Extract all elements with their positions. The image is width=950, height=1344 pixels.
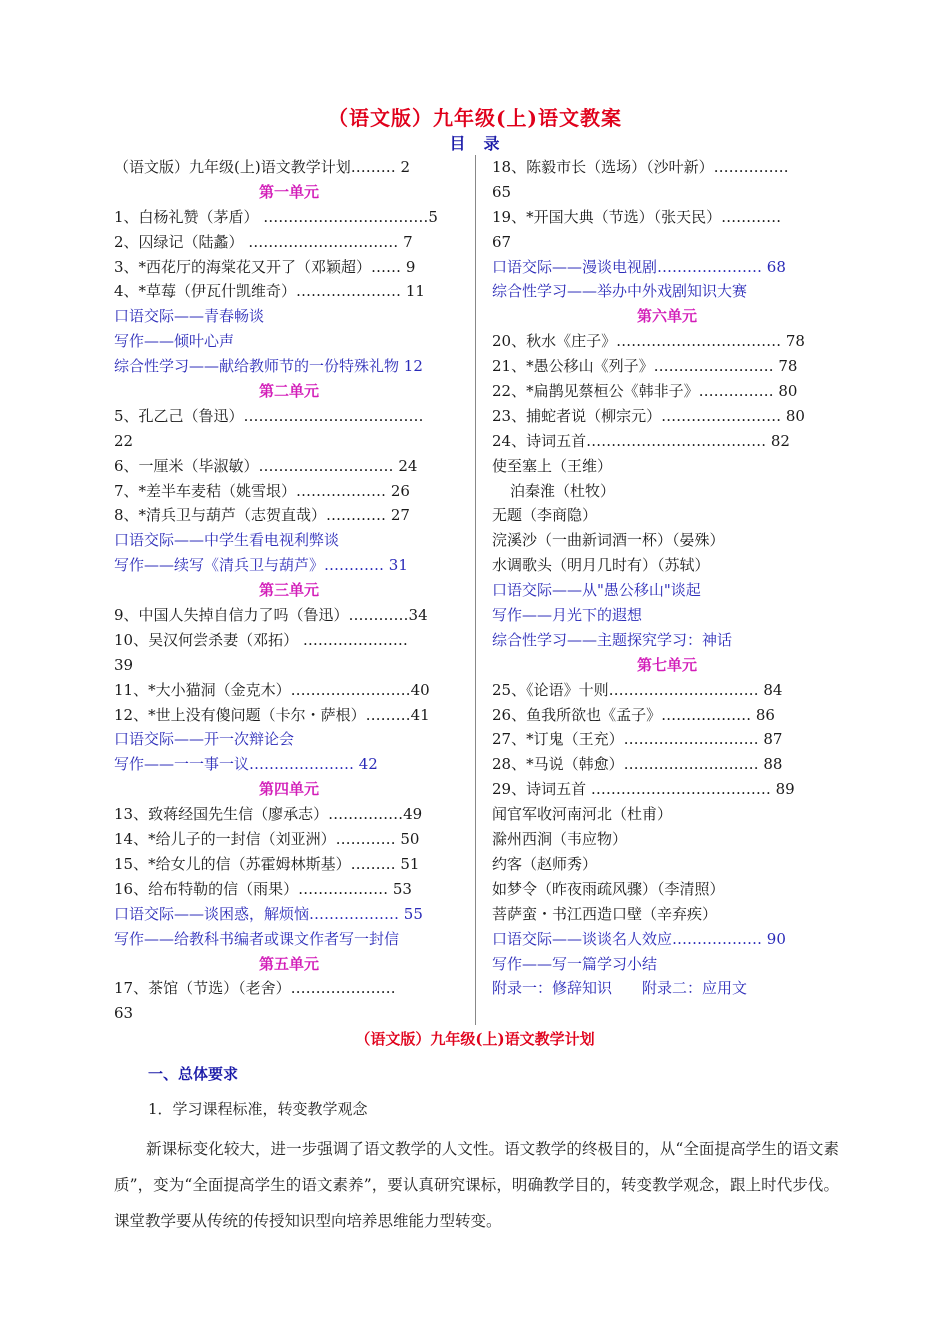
toc-entry: 综合性学习——举办中外戏剧知识大赛 xyxy=(492,282,748,301)
toc-entry: 约客（赵师秀） xyxy=(492,854,598,873)
toc-right-column xyxy=(492,155,842,1001)
toc-entry: 16、给布特勒的信（雨果）……………… 53 xyxy=(114,879,412,898)
toc-entry: 综合性学习——献给教师节的一份特殊礼物 12 xyxy=(114,357,423,376)
toc-entry: 23、捕蛇者说（柳宗元）…………………… 80 xyxy=(492,406,805,425)
toc-entry: 写作——月光下的遐想 xyxy=(492,606,643,625)
toc-entry: 8、*清兵卫与葫芦（志贺直哉）………… 27 xyxy=(114,506,410,525)
toc-entry: 65 xyxy=(492,182,512,201)
toc-entry: 4、*草莓（伊瓦什凯维奇）………………… 11 xyxy=(114,282,425,301)
toc-entry: 泊秦淮（杜牧） xyxy=(510,481,616,500)
toc-entry: 9、中国人失掉自信力了吗（鲁迅）…………34 xyxy=(114,606,428,625)
toc-unit-heading: 第四单元 xyxy=(258,780,319,799)
toc-entry: 11、*大小猫洞（金克木）……………………40 xyxy=(114,680,430,699)
toc-entry: 使至塞上（王维） xyxy=(492,456,613,475)
toc-unit-heading: 第六单元 xyxy=(636,307,697,326)
toc-entry: 菩萨蛮・书江西造口壁（辛弃疾） xyxy=(492,904,718,923)
toc-entry: 口语交际——青春畅谈 xyxy=(114,307,265,326)
sub-heading: 1．学习课程标准，转变教学观念 xyxy=(148,1100,368,1118)
toc-entry: 口语交际——从"愚公移山"谈起 xyxy=(492,581,701,600)
toc-entry: 写作——续写《清兵卫与葫芦》………… 31 xyxy=(114,556,408,575)
toc-entry: 21、*愚公移山《列子》…………………… 78 xyxy=(492,357,798,376)
toc-entry: 28、*马说（韩愈）……………………… 88 xyxy=(492,755,783,774)
toc-entry: 6、一厘米（毕淑敏）……………………… 24 xyxy=(114,456,418,475)
toc-entry: 22、*扁鹊见蔡桓公《韩非子》…………… 80 xyxy=(492,382,798,401)
toc-divider xyxy=(475,155,476,1025)
toc-left-column xyxy=(114,155,464,1026)
toc-heading: 目 录 xyxy=(449,134,501,153)
toc-entry: 浣溪沙（一曲新词酒一杯）（晏殊） xyxy=(492,531,725,550)
toc-entry: 无题（李商隐） xyxy=(492,506,598,525)
toc-unit-heading: 第三单元 xyxy=(258,581,319,600)
toc-entry: 13、致蒋经国先生信（廖承志）……………49 xyxy=(114,805,423,824)
toc-entry: 39 xyxy=(114,655,134,674)
toc-unit-heading: 第二单元 xyxy=(258,382,319,401)
toc-entry: （语文版）九年级(上)语文教学计划……… 2 xyxy=(114,158,411,176)
toc-entry: 水调歌头（明月几时有）（苏轼） xyxy=(492,556,710,575)
toc-entry: 1、白杨礼赞（茅盾） ……………………………5 xyxy=(114,207,438,226)
toc-entry: 29、诗词五首 ……………………………… 89 xyxy=(492,780,795,799)
toc-entry: 24、诗词五首……………………………… 82 xyxy=(492,431,790,450)
toc-entry: 5、孔乙己（鲁迅）……………………………… xyxy=(114,406,424,425)
document-title: （语文版）九年级(上)语文教案 xyxy=(328,106,622,130)
toc-entry: 63 xyxy=(114,1004,134,1023)
toc-entry: 22 xyxy=(114,431,134,450)
body-paragraph: 新课标变化较大，进一步强调了语文教学的人文性。语文教学的终极目的，从“全面提高学生的语文素质”，变为“全面提高学生的语文素养”，要认真研究课标，明确教学目的，转变教学观念，跟上时代步伐。课堂教学要从传统的传授知识型向培养思维能力型转变。 xyxy=(114,1140,839,1230)
toc-entry: 口语交际——开一次辩论会 xyxy=(114,730,295,749)
toc-entry: 滁州西涧（韦应物） xyxy=(492,830,628,849)
toc-entry: 7、*差半车麦秸（姚雪垠）……………… 26 xyxy=(114,481,410,500)
toc-entry: 口语交际——漫谈电视剧………………… 68 xyxy=(492,257,786,276)
toc-entry: 综合性学习——主题探究学习：神话 xyxy=(492,630,733,649)
toc-entry: 写作——给教科书编者或课文作者写一封信 xyxy=(114,929,400,948)
toc-unit-heading: 第五单元 xyxy=(258,954,319,973)
toc-entry: 25、《论语》十则………………………… 84 xyxy=(492,680,783,699)
toc-entry: 写作——倾叶心声 xyxy=(114,332,235,351)
toc-entry: 17、茶馆（节选）（老舍）………………… xyxy=(114,979,396,998)
toc-entry: 15、*给女儿的信（苏霍姆林斯基）……… 51 xyxy=(114,854,420,873)
toc-entry: 10、吴汉何尝杀妻（邓拓） ………………… xyxy=(114,630,408,649)
toc-unit-heading: 第七单元 xyxy=(636,655,697,674)
toc-entry: 18、陈毅市长（选场）（沙叶新）…………… xyxy=(492,158,789,176)
toc-entry: 27、*订鬼（王充）……………………… 87 xyxy=(492,730,783,749)
plan-title: （语文版）九年级(上)语文教学计划 xyxy=(355,1030,595,1048)
toc-entry: 14、*给儿子的一封信（刘亚洲）………… 50 xyxy=(114,830,420,849)
toc-entry: 20、秋水《庄子》…………………………… 78 xyxy=(492,332,805,351)
toc-entry: 26、鱼我所欲也《孟子》……………… 86 xyxy=(492,705,775,724)
toc-entry: 67 xyxy=(492,232,512,251)
toc-entry: 2、囚绿记（陆蠡） ………………………… 7 xyxy=(114,232,413,251)
toc-entry: 19、*开国大典（节选）（张天民）………… xyxy=(492,207,782,226)
toc-entry: 3、*西花厅的海棠花又开了（邓颖超）…… 9 xyxy=(114,257,416,276)
toc-entry: 写作——一一事一议………………… 42 xyxy=(114,755,378,774)
section-heading: 一、总体要求 xyxy=(148,1065,239,1083)
toc-entry: 口语交际——中学生看电视利弊谈 xyxy=(114,531,340,550)
toc-entry: 如梦令（昨夜雨疏风骤）（李清照） xyxy=(492,879,725,898)
toc-entry: 写作——写一篇学习小结 xyxy=(492,954,658,973)
toc-entry: 口语交际——谈谈名人效应……………… 90 xyxy=(492,929,786,948)
toc-entry: 闻官军收河南河北（杜甫） xyxy=(492,805,673,824)
toc-entry: 12、*世上没有傻问题（卡尔・萨根）………41 xyxy=(114,705,430,724)
toc-unit-heading: 第一单元 xyxy=(258,182,319,201)
toc-entry: 附录一：修辞知识 附录二：应用文 xyxy=(492,979,748,998)
toc-entry: 口语交际——谈困惑，解烦恼……………… 55 xyxy=(114,904,423,923)
